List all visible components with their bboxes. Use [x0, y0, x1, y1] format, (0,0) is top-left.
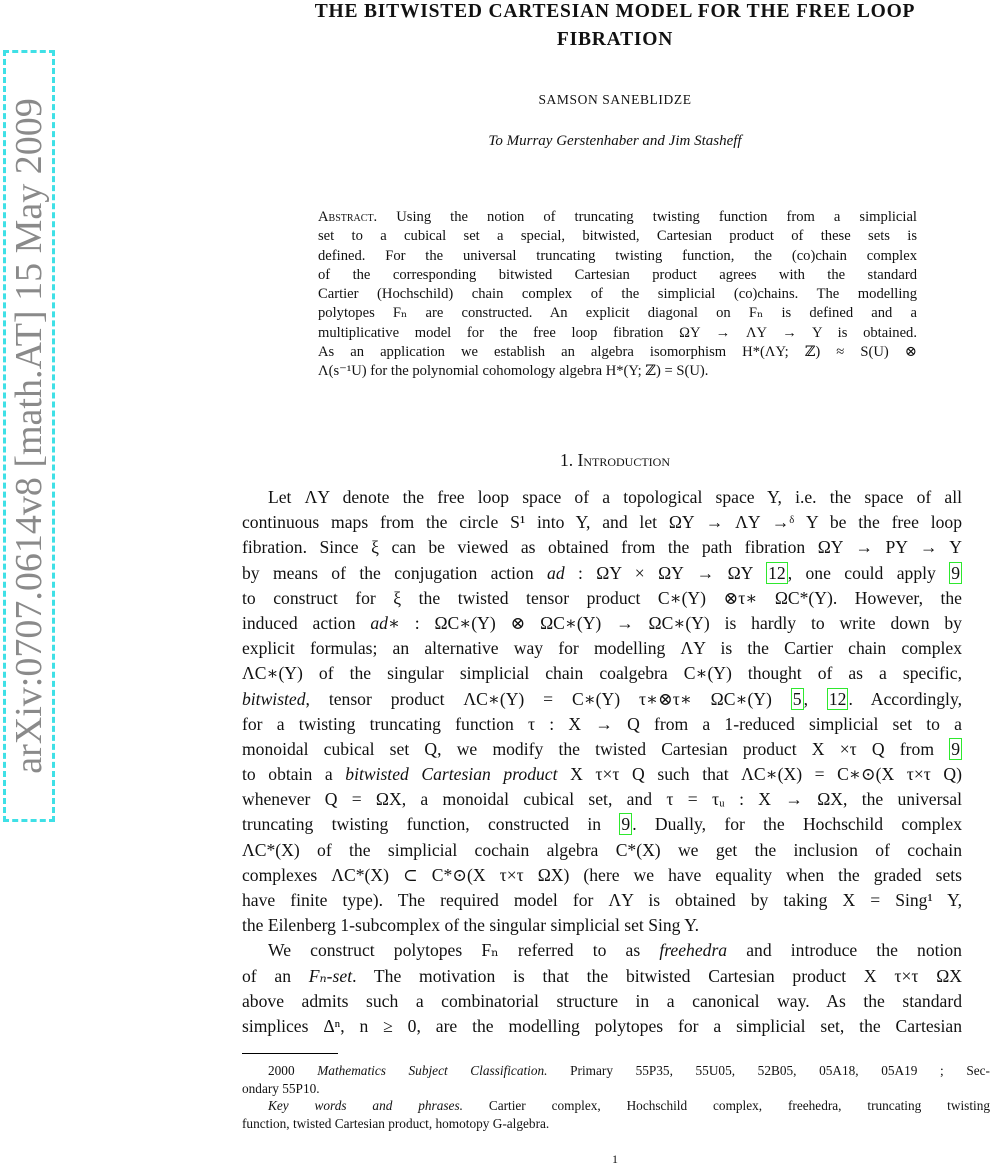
text-run: set to a cubical set a special, bitwisted, Cartesian product of these sets is: [318, 228, 917, 245]
abstract-label: Abstract.: [318, 209, 378, 225]
italic-text: freehedra: [659, 940, 728, 961]
text-run: polytopes Fₙ are constructed. An explicit diagonal on Fₙ is defined and a: [318, 305, 917, 322]
text-line: [242, 888, 962, 913]
text-line: [318, 227, 917, 246]
footnotes: [242, 1062, 990, 1132]
italic-text: ad∗: [370, 612, 400, 633]
section-number: 1.: [560, 450, 574, 470]
text-line: [318, 304, 917, 323]
section-title: Introduction: [577, 450, 670, 470]
text-run: truncating twisting function, constructed in: [242, 814, 620, 835]
text-line: [242, 938, 962, 963]
text-run: ΛC∗(Y) of the singular simplicial chain coalgebra C∗(Y) thought of as a specific,: [242, 663, 962, 684]
author: SAMSON SANEBLIDZE: [538, 92, 692, 107]
text-run: ,: [803, 688, 827, 709]
citation-link[interactable]: 12: [768, 562, 786, 583]
text-line: [242, 586, 962, 611]
text-line: [242, 812, 962, 837]
text-run: Cartier complex, Hochschild complex, freehedra, truncating twisting: [462, 1098, 990, 1113]
text-line: [318, 362, 917, 381]
text-line: [242, 561, 962, 586]
text-run: complexes ΛC*(X) ⊂ C*⊙(X τ×τ ΩX) (here we have equality when the graded sets: [242, 864, 962, 885]
text-line: [242, 712, 962, 737]
arxiv-stamp: [3, 50, 55, 822]
text-run: simplices Δⁿ, n ≥ 0, are the modelling polytopes for a simplicial set, the Cartesian: [242, 1015, 962, 1036]
text-run: the Eilenberg 1-subcomplex of the singular simplicial set Sing Y.: [242, 915, 700, 936]
text-run: As an application we establish an algebra isomorphism H*(ΛY; ℤ) ≈ S(U) ⊗: [318, 344, 917, 361]
italic-text: Fₙ-set: [308, 965, 353, 986]
text-line: [242, 510, 962, 535]
text-line: [242, 964, 962, 989]
title-line: FIBRATION: [556, 29, 674, 50]
text-run: function, twisted Cartesian product, homotopy G-algebra.: [242, 1115, 550, 1131]
text-run: defined. For the universal truncating twisting function, the (co)chain complex: [318, 247, 917, 264]
text-line: [242, 1062, 990, 1080]
text-line: [242, 838, 962, 863]
text-run: Using the notion of truncating twisting function from a simplicial: [377, 209, 917, 225]
text-run: explicit formulas; an alternative way for modelling ΛY is the Cartier chain complex: [242, 638, 962, 659]
text-run: to construct for ξ the twisted tensor product C∗(Y) ⊗τ∗ ΩC*(Y). However, the: [242, 587, 962, 608]
text-line: [318, 343, 917, 362]
text-run: Cartier (Hochschild) chain complex of the simplicial (co)chains. The modelling: [318, 286, 917, 303]
text-run: have finite type). The required model for ΛY is obtained by taking X = Sing¹ Y,: [242, 890, 962, 910]
text-run: Let ΛY denote the free loop space of a topological space Y, i.e. the space of all: [268, 487, 962, 507]
text-run: X τ×τ Q such that ΛC∗(X) = C∗⊙(X τ×τ Q): [557, 764, 962, 785]
text-run: , one could apply: [787, 562, 950, 583]
dedication: To Murray Gerstenhaber and Jim Stasheff: [488, 133, 742, 149]
text-line: [318, 208, 917, 227]
arxiv-id: arXiv:0707.0614v8 [math.AT] 15 May 2009: [8, 98, 50, 774]
text-run: , tensor product ΛC∗(Y) = C∗(Y) τ∗⊗τ∗ ΩC∗(Y): [305, 688, 791, 709]
text-run: for a twisting truncating function τ : X → Q from a 1-reduced simplicial set to a: [242, 713, 962, 734]
section-heading: [242, 450, 988, 471]
text-run: : ΩY × ΩY → ΩY: [564, 562, 767, 583]
text-line: [242, 989, 962, 1014]
text-line: [242, 687, 962, 712]
text-run: ΛC*(X) of the simplicial cochain algebra C*(X) we get the inclusion of cochain: [242, 839, 962, 860]
citation-link[interactable]: 9: [951, 738, 960, 759]
text-line: [318, 324, 917, 343]
citation-link[interactable]: 9: [621, 814, 631, 835]
text-run: . The motivation is that the bitwisted Cartesian product X τ×τ ΩX: [352, 965, 962, 986]
text-line: [318, 247, 917, 266]
text-line: [242, 535, 962, 560]
text-run: continuous maps from the circle S¹ into Y, and let ΩY → ΛY →ᵟ Y be the free loop: [242, 512, 962, 533]
text-line: [318, 266, 917, 285]
italic-text: ad: [547, 562, 565, 583]
text-line: [242, 762, 962, 787]
text-run: . Dually, for the Hochschild complex: [632, 814, 962, 835]
text-run: and introduce the notion: [727, 940, 962, 961]
text-line: [318, 285, 917, 304]
paper-title: [242, 0, 988, 54]
text-run: monoidal cubical set Q, we modify the twisted Cartesian product X ×τ Q from: [242, 738, 950, 759]
text-run: fibration. Since ξ can be viewed as obtained from the path fibration ΩY → PY → Y: [242, 537, 962, 558]
text-line: [242, 1115, 990, 1133]
text-line: [242, 863, 962, 888]
text-run: multiplicative model for the free loop fibration ΩY → ΛY → Y is obtained.: [318, 324, 917, 341]
title-line: THE BITWISTED CARTESIAN MODEL FOR THE FREE LOOP: [314, 1, 916, 22]
text-line: [242, 661, 962, 686]
text-run: induced action: [242, 612, 371, 633]
text-line: [242, 787, 962, 812]
text-run: to obtain a: [242, 764, 346, 785]
italic-text: bitwisted: [242, 688, 306, 709]
text-run: above admits such a combinatorial structure in a canonical way. As the standard: [242, 990, 962, 1011]
text-line: [242, 1097, 990, 1115]
citation-link[interactable]: 5: [792, 688, 802, 709]
text-line: [242, 1080, 990, 1098]
text-run: We construct polytopes Fₙ referred to as: [268, 940, 660, 961]
text-run: Primary 55P35, 55U05, 52B05, 05A18, 05A19 ; Sec-: [547, 1063, 990, 1078]
text-line: [242, 1014, 962, 1039]
text-run: of an: [242, 965, 309, 986]
text-line: [242, 913, 962, 938]
italic-text: bitwisted Cartesian product: [345, 764, 558, 785]
text-run: whenever Q = ΩX, a monoidal cubical set, and τ = τᵤ : X → ΩX, the universal: [242, 789, 962, 810]
text-run: 2000: [268, 1063, 318, 1078]
italic-text: Key words and phrases.: [268, 1098, 463, 1113]
body-text: [242, 485, 962, 1039]
text-line: [242, 737, 962, 762]
text-run: : ΩC∗(Y) ⊗ ΩC∗(Y) → ΩC∗(Y) is hardly to write down by: [399, 612, 962, 633]
text-line: [242, 485, 962, 510]
text-line: [242, 636, 962, 661]
abstract: [318, 208, 917, 382]
text-run: ondary 55P10.: [242, 1080, 320, 1096]
page-number: 1: [612, 1152, 618, 1165]
text-line: [242, 611, 962, 636]
text-run: Λ(s⁻¹U) for the polynomial cohomology algebra H*(Y; ℤ) = S(U).: [318, 363, 709, 380]
text-run: of the corresponding bitwisted Cartesian product agrees with the standard: [318, 266, 917, 283]
text-run: by means of the conjugation action: [242, 562, 548, 583]
citation-link[interactable]: 12: [828, 688, 847, 709]
text-run: . Accordingly,: [848, 688, 962, 709]
italic-text: Mathematics Subject Classification.: [317, 1063, 548, 1078]
footnote-rule: [242, 1053, 338, 1054]
citation-link[interactable]: 9: [951, 562, 961, 583]
